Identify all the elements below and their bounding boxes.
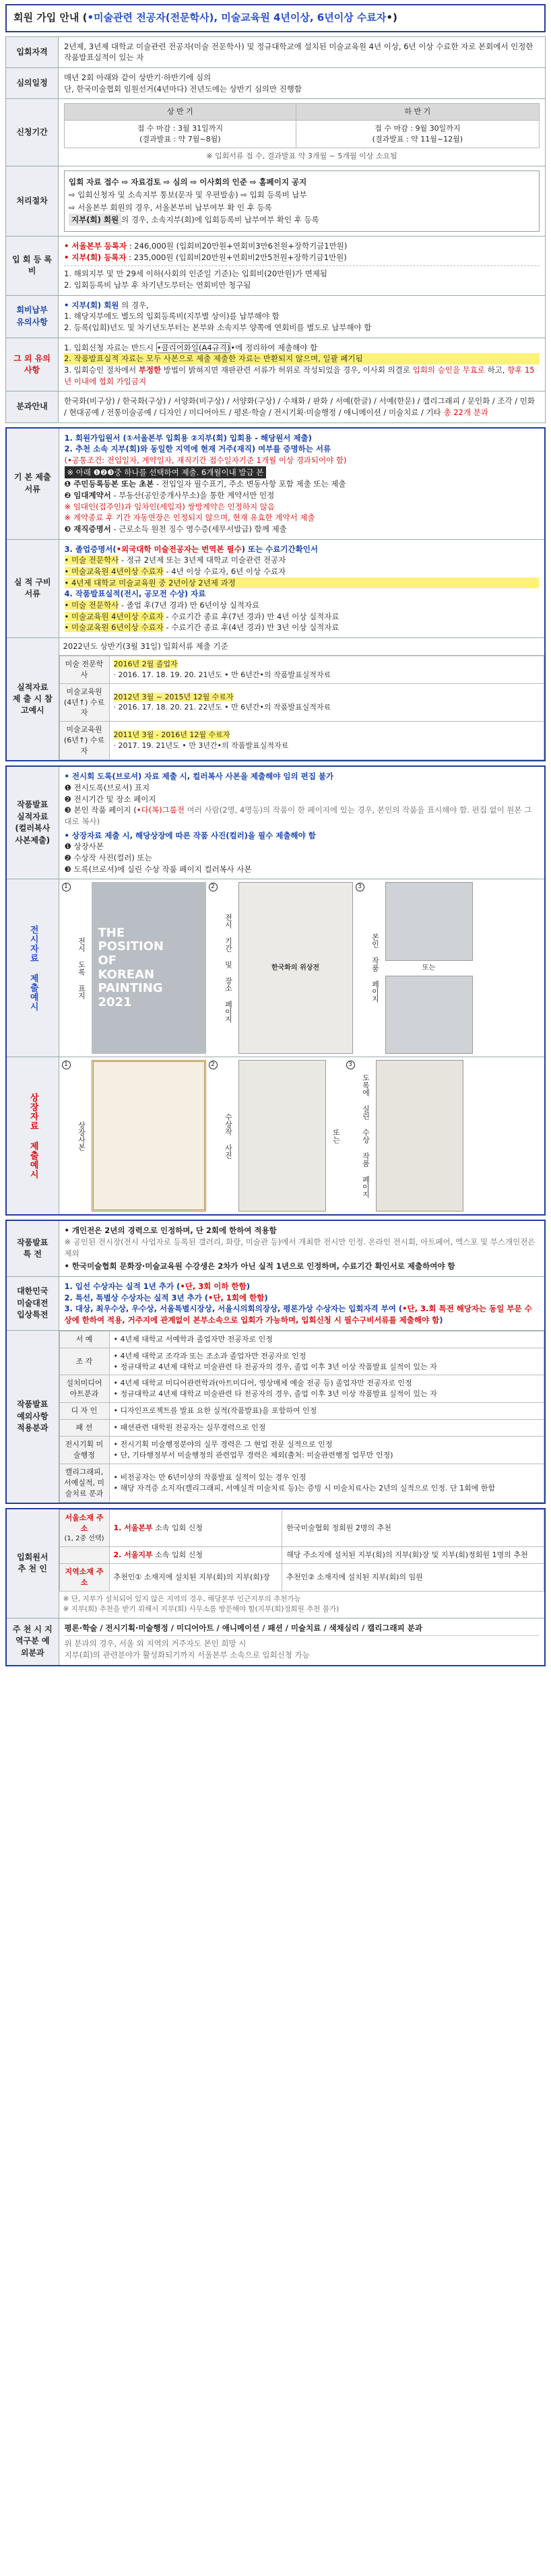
fee-seoul-label: • 서울본부 등록자 — [64, 241, 127, 251]
reference-table — [59, 656, 545, 761]
show-a1: • 전시회 도록(브로셔) 자료 제출 시, 컬러복사 사본을 제출해야 임의 편집 불가 — [64, 772, 334, 782]
special-s3: • 한국미술협회 문화장·미술교육원 수강생은 2차가 아닌 실적 1년으로 인정하며, 수료기간 확인서로 제출하여야 함 — [64, 1261, 455, 1271]
process-flow — [64, 170, 540, 232]
fee-branch-label: • 지부(회) 등록자 — [64, 252, 127, 262]
recommend-type — [109, 1564, 282, 1592]
notes-1a: 1. 입회신청 자료는 반드시 — [64, 342, 156, 352]
qualification-text: 2년제, 3년제 대학교 미술관련 전공자(미술 전문학사) 및 정규대학교에 설치된 미술교육원 4년 이상, 6년 이상 수료한 자로 본회에서 인정한 작품발표실적이 있는 자 — [59, 36, 546, 67]
basic-opt3: ❸ 재직증명서 — [64, 524, 111, 534]
row-recommend — [6, 1509, 545, 1618]
exhibit-work-images — [385, 882, 473, 1054]
recognition-value: • 4년제 대학교 서예학과 졸업자만 전공자로 인정 — [109, 1331, 544, 1348]
recognition-key: 전시기획 미술행정 — [59, 1437, 109, 1464]
title-prefix: 회원 가입 안내 ( — [13, 11, 88, 24]
show-b2: ❶ 상장사본 — [64, 842, 104, 852]
ref-r1-years: · 2016. 17. 18. 19. 20. 21년도 • 만 6년간•의 작품발표실적자료 — [113, 670, 331, 679]
recommend-row — [59, 1564, 544, 1592]
recognition-row — [59, 1420, 544, 1437]
extra-item3-end: ) 또는 수료기간확인서 — [241, 544, 318, 554]
ref-r1-type: 미술 전문학사 — [59, 656, 109, 683]
recognition-row — [59, 1464, 544, 1503]
award-t2-end: ) — [264, 1292, 268, 1302]
show-a4-desc: 여러 사람(2명, 4명등)의 작품이 한 페이지에 있는 경우, 본인의 작품을 표시해야 함. 편집 없이 원본 그대로 복사) — [64, 805, 532, 826]
exhibit-work-image-b — [385, 976, 473, 1054]
notes-1c: •에 정리하여 제출해야 함 — [230, 342, 318, 352]
award-num1: 1 — [62, 1060, 71, 1212]
recommend-inner — [59, 1509, 545, 1592]
recognition-value: • 전시기획 미술행정분야의 실무 경력은 그 현업 전문 실적으로 인정 • 단, 기타행정부서 미술행정의 관련업무 경력은 제외(출처: 미술관련행정 업무만 인정) — [109, 1437, 544, 1464]
extra-k2-desc: - 수료기간 종료 후(7년 경과) 만 4년 이상 실적자료 — [163, 611, 339, 621]
award-catalog-label: 도록에 실린 수상 작품 페이지 — [361, 1073, 370, 1198]
recognition-key: 서 예 — [59, 1331, 109, 1348]
payment-case: 의 경우, — [119, 300, 149, 310]
row-qualification — [6, 36, 546, 67]
schedule-line1: 매년 2회 아래와 같이 상반기·하반기에 심의 — [64, 73, 212, 83]
award-certificate-image — [92, 1060, 206, 1212]
award-photo-image — [238, 1060, 326, 1212]
basic-opt3-desc: - 근로소득 원천 징수 영수증(세무서발급) 함께 제출 — [113, 524, 287, 534]
extra-j2: • 미술교육원 4년이상 수료자 — [64, 567, 164, 576]
award-t1-end: ) — [246, 1281, 251, 1291]
basic-opt2: ❷ 임대계약서 — [64, 490, 111, 500]
page-title — [5, 4, 546, 32]
fee-note2: 2. 입회등록비 납부 후 차기년도부터는 연회비만 청구됨 — [64, 280, 251, 290]
label-example-award: 상장자료 제출예시 — [28, 1092, 38, 1179]
period-second-result: (결과발표 : 약 11월~12월) — [372, 135, 463, 144]
period-note: ※ 입회서류 접 수, 결과발표 약 3개월 ~ 5개월 이상 소요됨 — [206, 152, 397, 161]
show-a4: ❸ 본인 작품 페이지 ( — [64, 805, 137, 815]
label-special: 작품발표 특 전 — [6, 1220, 59, 1276]
ref-r3-date: 2011년 3월 - 2016년 12월 수료자 — [113, 730, 230, 740]
payment-line3: 2. 등록(입회)년도 및 차기년도부터는 본부와 소속지부 양쪽에 연회비를 별도로 납부해야 함 — [64, 322, 372, 332]
notes-3a: 3. 입회승인 절차에서 — [64, 365, 139, 375]
fee-note1: 1. 해외지부 및 만 29세 이하(사회의 인준일 기준)는 입회비(20만원)가 면제됨 — [64, 265, 540, 280]
show-a4-note: •다(복)그룹전 — [136, 805, 185, 815]
basic-item2: 2. 추천 소속 지부(회)와 동일한 지역에 현재 거주(재직) 여부를 증명하는 서류 — [64, 444, 331, 454]
exhibit-work-label: 본인 작품 페이지 — [370, 933, 380, 1003]
extra-item3: 3. 졸업증명서( — [64, 544, 117, 554]
schedule-line2: 단, 한국미술협회 임원선거(4년마다) 전년도에는 상반기 심의만 진행함 — [64, 84, 302, 94]
notes-2: 2. 작품발표실적 자료는 모두 사본으로 제출 제출한 자료는 반환되지 않으며, 일괄 폐기됨 — [64, 353, 540, 365]
show-b1: • 상장자료 제출 시, 해당상장에 따른 작품 사진(컬러)을 필수 제출해야 함 — [64, 830, 316, 840]
division-total: 총 22개 분과 — [443, 407, 488, 417]
reference-title: 2022년도 상반기(3월 31일) 입회서류 제출 기준 — [59, 638, 545, 656]
recognition-row — [59, 1375, 544, 1403]
row-schedule — [6, 68, 546, 99]
period-second-deadline: 접 수 마감 : 9월 30일까지 — [375, 124, 461, 133]
period-first-deadline: 접 수 마감 : 3월 31일까지 — [137, 124, 223, 133]
exhibit-mini-title: 한국화의 위상전 — [271, 964, 320, 972]
payment-line2: 1. 해당지부에도 별도의 입회등록비(지부별 상이)를 납부해야 함 — [64, 311, 280, 321]
row-process — [6, 166, 546, 237]
exhibit-or-label: 또는 — [422, 964, 436, 972]
label-process: 처리절차 — [6, 166, 59, 237]
award-t3-end: ) — [439, 1315, 443, 1325]
basic-opt2-desc: - 부동산(공인중개사무소)을 통한 계약서만 인정 — [113, 490, 275, 500]
recommend-key — [59, 1547, 109, 1564]
label-schedule: 심의일정 — [6, 68, 59, 99]
notes-3c: 방법이 밝혀지면 재판관련 서류가 허위로 작성되었을 경우, 이사회 의결로 — [161, 365, 413, 375]
recognition-row — [59, 1348, 544, 1375]
row-reference — [6, 638, 545, 761]
exhibit-cover-label: 전시 도록 표지 — [77, 937, 86, 999]
notes-3b: 부정한 — [138, 365, 162, 375]
award-num3: 3 — [346, 1060, 356, 1212]
basic-opt1: ❶ 주민등록등본 또는 초본 — [64, 479, 154, 489]
basic-item2-cond: (•공통조건: 전입일자, 계약일자, 재직기간 접수일자기준 1개월 이상 경과되어야 함) — [64, 455, 347, 465]
info-table — [5, 36, 546, 423]
notes-3e: 하고, — [484, 365, 508, 375]
basic-opt2-note2: ※ 계약종료 후 기간 자동연장은 인정되지 않으며, 현재 유효한 계약서 제출 — [64, 513, 315, 523]
award-catalog-image — [376, 1060, 463, 1212]
recognition-table — [59, 1331, 545, 1503]
row-basic-docs — [6, 428, 545, 540]
exhibit-num2: 2 — [209, 882, 218, 1054]
ref-r2-date: 2012년 3월 ~ 2015년 12월 수료자 — [113, 692, 234, 701]
extra-k1-desc: - 졸업 후(7년 경과) 만 6년이상 실적자료 — [119, 600, 260, 610]
label-show-docs: 작품발표 실적자료 (컬러복사 사본제출) — [6, 766, 59, 879]
recognition-value: • 비전공자는 만 6년이상의 작품발표 실적이 있는 경우 인정 • 해당 자격증 소지자(캘리그래피, 서예실적 미술치료 등)는 증빙 시 미술치료사는 2년의 실적으로 인정. 단 1회에 한함 — [109, 1464, 544, 1503]
basic-item1: 1. 회원가입원서 (①서울본부 입회용 ②지부(회) 입회용 - 해당원서 제출) — [64, 433, 312, 443]
label-period: 신청기간 — [6, 99, 59, 166]
row-region — [6, 1618, 545, 1666]
recognition-key: 패 션 — [59, 1420, 109, 1437]
title-accent: •미술관련 전공자(전문학사), 미술교육원 4년이상, 6년이상 수료자 — [87, 11, 387, 24]
recommend-key-sub: (1, 2중 선택) — [64, 1534, 104, 1542]
label-region: 주 천 시 지역구분 예외분과 — [6, 1618, 59, 1666]
basic-opt2-note1: ※ 임대인(집주인)과 임차인(세입자) 쌍방계약은 인정하지 않음 — [64, 501, 275, 511]
recognition-row — [59, 1437, 544, 1464]
extra-item3-note: •외국대학 미술전공자는 번역본 필수 — [116, 544, 242, 554]
award-t3: 3. 대상, 최우수상, 우수상, 서울특별시장상, 서울시의회의장상, 평론가상 수상자는 입회자격 부여 ( — [64, 1304, 403, 1314]
period-subtable — [64, 103, 540, 148]
row-example-award — [6, 1057, 545, 1216]
recommend-type-desc: 추천인① 소재지에 설치된 지부(회)의 지부(회)장 — [113, 1573, 270, 1582]
region-t2: 위 분과의 경우, 서울 외 지역의 거주자도 본인 희망 시 — [65, 1635, 540, 1650]
poster-word5: PAINTING — [98, 981, 163, 996]
recognition-value: • 4년제 대학교 조각과 또는 조소과 졸업자만 전공자로 인정 • 정규대학교 4년제 대학교 미술관련 타 전공자의 경우, 졸업 이후 3년 이상 작품발표 실적이 있는 자 — [109, 1348, 544, 1375]
award-num2: 2 — [209, 1060, 218, 1212]
row-recognition — [6, 1330, 545, 1503]
basic-item2-select: ※ 아래 ❶❷❸중 하나를 선택하여 제출. 6개월이내 발급 본 — [65, 466, 267, 479]
show-a3: ❷ 전시기간 및 장소 페이지 — [64, 794, 156, 804]
special-s2: ※ 공인된 전시장(전시 사업자로 등록된 갤러리, 화랑, 미술관 등)에서 개최한 전시만 인정. 온라인 전시회, 아트페어, 엑스포 및 부스개인전은 제외 — [64, 1236, 536, 1258]
ref-r3-years: · 2017. 19. 21년도 • 만 3년간•의 작품발표실적자료 — [113, 741, 289, 751]
recommend-type-desc: 소속 입회 신청 — [152, 1523, 203, 1533]
extra-j1-desc: - 정규 2년제 또는 3년제 대학교 미술관련 전공자 — [119, 555, 286, 565]
label-example-exhibit: 전시자료 제출예시 — [28, 924, 38, 1011]
title-suffix: •) — [386, 11, 397, 24]
recommend-key — [59, 1509, 109, 1546]
basic-opt1-desc: - 전입일자 필수표기, 주소 변동사항 포함 제출 또는 제출 — [156, 479, 346, 489]
row-extra-docs — [6, 539, 545, 637]
award-or-label: 또는 — [331, 1128, 341, 1143]
row-notes — [6, 338, 546, 391]
label-fee: 입 회 등 록 비 — [6, 236, 59, 295]
recommend-type-main: 2. 서울지부 — [113, 1550, 153, 1560]
special-table — [5, 1220, 546, 1504]
recognition-value: • 디자인프로젝트를 발표 요한 실적(작품발표)을 포함하여 인정 — [109, 1403, 544, 1420]
label-recognition: 작품발표 예외사항 적용분과 — [6, 1330, 59, 1503]
process-line4: 의 경우, 소속지부(회)에 입회등록비 납부여부 확인 후 등록 — [121, 215, 319, 225]
label-extra-docs: 실 적 구비서류 — [6, 539, 59, 637]
award-t1: 1. 입선 수상자는 실적 1년 추가 ( — [64, 1281, 181, 1291]
recommend-note: ※ 단, 지부가 설치되어 있지 않은 지역의 경우, 해당본부 인근지부의 추천가능 ※ 지부(회) 추천을 받기 위해서 지부(회) 사무소를 방문해야 함(지부(회)정회원 추천 불가) — [63, 1595, 339, 1614]
recommend-type — [109, 1509, 282, 1546]
works-table — [5, 765, 546, 1216]
extra-j1: • 미술 전문학사 — [64, 555, 119, 565]
row-special — [6, 1220, 545, 1276]
poster-word3: OF — [98, 953, 117, 968]
extra-k3-desc: - 수료기간 종료 후(4년 경과) 만 3년 이상 실적자료 — [163, 623, 339, 633]
division-list: 한국화(비구상) / 한국화(구상) / 서양화(비구상) / 서양화(구상) / 수채화 / 판화 / 서예(한글) / 서예(한문) / 캘리그래피 / 문인화 / 조각 / 민화 / 현대공예 / 전통미술공예 / 디자인 / 미디어아트 / 평론·학술 / 전시기획·미술행정 / 애니메이션 / 미술치료 / 기타 — [64, 396, 535, 417]
label-reference: 실적자료 제 출 시 참고예시 — [6, 638, 59, 761]
extra-k1: • 미술 전문학사 — [64, 600, 119, 610]
process-branch-badge: 지부(회) 회원 — [69, 214, 121, 226]
extra-k2: • 미술교육원 4년이상 수료자 — [64, 611, 164, 621]
fee-branch-value: : 235,000원 (입회비20만원+연회비2만5천원+장학기금1만원) — [126, 252, 347, 262]
process-line2: ⇨ 입회신청자 및 소속지부 통보(문자 및 우편발송) ⇨ 입회 등록비 납부 — [69, 189, 307, 199]
award-photo-label: 수상작 사진 — [224, 1112, 233, 1159]
row-award — [6, 1276, 545, 1330]
label-qualification: 입회자격 — [6, 36, 59, 67]
extra-item4: 4. 작품발표실적(전시, 공모전 수상) 자료 — [64, 589, 206, 599]
recommend-key — [59, 1564, 109, 1592]
payment-branch-member: • 지부(회) 회원 — [64, 300, 119, 310]
exhibit-num1: 1 — [62, 882, 71, 1054]
label-payment: 회비납부 유의사항 — [6, 295, 59, 338]
process-line1: 입회 자료 접수 ⇨ 자료검토 ⇨ 심의 ⇨ 이사회의 인준 ⇨ 홈페이지 공지 — [69, 177, 307, 187]
recognition-row — [59, 1331, 544, 1348]
ref-r3-type: 미술교육원(6년↑) 수료자 — [59, 722, 109, 760]
label-award: 대한민국 미술대전 입상특전 — [6, 1276, 59, 1330]
notes-3d: 입회의 승인을 무효로 — [412, 365, 485, 375]
period-header-first: 상 반 기 — [65, 104, 296, 121]
ref-r2-years: · 2016. 17. 18. 20. 21. 22년도 • 만 6년간•의 작품발표실적자료 — [113, 703, 331, 712]
poster-word2: POSITION — [98, 939, 164, 954]
period-header-second: 하 반 기 — [296, 104, 539, 121]
label-recommend: 입회원서 추 천 인 — [6, 1509, 59, 1618]
recognition-key: 조 각 — [59, 1348, 109, 1375]
exhibit-cover-image — [92, 882, 206, 1054]
extra-k3: • 미술교육원 6년이상 수료자 — [64, 623, 164, 633]
label-notes: 그 외 유의사항 — [6, 338, 59, 391]
exhibit-work-image-a — [385, 882, 473, 960]
recommend-type-main: 1. 서울본부 — [113, 1523, 153, 1533]
fee-seoul-value: : 246,000원 (입회비20만원+연회비3만6천원+장학기금1만원) — [127, 241, 348, 251]
poster-word4: KOREAN — [98, 967, 155, 982]
recommend-type-desc: 소속 입회 신청 — [152, 1550, 203, 1560]
row-fee — [6, 236, 546, 295]
recognition-key: 디 자 인 — [59, 1403, 109, 1420]
notes-3f: 향후 15년 이내에 협회 가입금지 — [64, 365, 535, 386]
docs-table — [5, 427, 546, 762]
exhibit-period-image — [238, 882, 353, 1054]
period-first-result: (결과발표 : 약 7월~8월) — [139, 135, 221, 144]
process-line3: ⇨ 서울본부 회원의 경우, 서울본부비 납부여부 확 인 후 등록 — [69, 202, 272, 212]
ref-r2-type: 미술교육원(4년↑) 수료자 — [59, 683, 109, 722]
award-t2-note: •단, 1회에 한함 — [208, 1292, 265, 1302]
award-copy-label: 상장사본 — [77, 1121, 86, 1151]
notes-1b: •클리어화일(A4규격) — [156, 342, 230, 352]
region-t3: 지부(회)의 관련분야가 활성화되기까지 서울본부 소속으로 입회신청 가능 — [64, 1650, 310, 1660]
region-t1: 평론·학술 / 전시기획·미술행정 / 미디어아트 / 애니메이션 / 패션 / 미술치료 / 색채심리 / 캘리그래피 분과 — [64, 1623, 422, 1633]
show-b4: ❸ 도록(브로셔)에 실린 수상 작품 페이지 컬러복사 사본 — [64, 864, 252, 874]
extra-j3: • 4년제 대학교 미술교육원 중 2년이상 2년제 과정 — [65, 577, 540, 589]
recognition-value: • 4년제 대학교 미디어관련학과(아트미디어, 영상매체 예술 전공 등) 졸업자만 전공자로 인정 • 정규대학교 4년제 대학교 미술관련 타 전공자의 경우, 졸업 이후 3년 이상 작품발표 실적이 있는 자 — [109, 1375, 544, 1403]
poster-word1: THE — [98, 925, 125, 940]
recognition-row — [59, 1403, 544, 1420]
recommend-row — [59, 1509, 544, 1546]
exhibit-num3: 3 — [356, 882, 365, 1054]
special-s1: • 개인전은 2년의 경력으로 인정하며, 단 2회에 한하여 적용함 — [64, 1226, 277, 1236]
row-example-exhibit — [6, 879, 545, 1057]
recognition-key: 캘리그래피, 서예실적, 미술치료 분과 — [59, 1464, 109, 1503]
award-t1-note: •단, 3회 이하 한함 — [180, 1281, 247, 1291]
exhibit-period-label: 전시 기간 및 장소 페이지 — [224, 913, 233, 1023]
label-basic-docs: 기 본 제출서류 — [6, 428, 59, 540]
award-t3-note: •단, 3.회 특전 해당자는 동일 부문 수상에 한하여 적용, 거주지에 관계없이 본부소속으로 입회가 가능하며, 입회신청 시 필수구비서류를 제출해야 함 — [64, 1304, 532, 1325]
recommend-type — [109, 1547, 282, 1564]
recognition-key: 설치미디어 아트분과 — [59, 1375, 109, 1403]
label-division: 분과안내 — [6, 391, 59, 422]
ref-r1-date: 2016년 2월 졸업자 — [113, 659, 178, 668]
show-b3: ❷ 수상작 사진(컬러) 또는 — [64, 852, 152, 862]
row-payment — [6, 295, 546, 338]
recommend-table — [5, 1508, 546, 1666]
row-division — [6, 391, 546, 422]
recommend-requirement: 해당 주소지에 설치된 지부(회)의 지부(회)장 및 지부(회)정회원 1명의 추천 — [282, 1547, 544, 1564]
poster-word6: 2021 — [98, 995, 132, 1010]
recommend-key-main: 서울소재 주 소 — [65, 1513, 104, 1533]
award-t2: 2. 특선, 특별상 수상자는 실적 3년 추가 ( — [64, 1292, 209, 1302]
row-show-docs — [6, 766, 545, 879]
recommend-requirement: 한국미술협회 정회원 2명의 추천 — [282, 1509, 544, 1546]
recommend-requirement: 추천인② 소재지에 설치된 지부(회)의 임원 — [282, 1564, 544, 1592]
show-a2: ❶ 전시도록(브로셔) 표지 — [64, 782, 150, 792]
recognition-value: • 패션관련 대학원 전공자는 실무경력으로 인정 — [109, 1420, 544, 1437]
recommend-row — [59, 1547, 544, 1564]
row-period — [6, 99, 546, 166]
extra-j2-desc: - 4년 이상 수료자, 6년 이상 수료자 — [163, 567, 286, 576]
recommend-key-main: 지역소재 주 소 — [65, 1567, 104, 1588]
